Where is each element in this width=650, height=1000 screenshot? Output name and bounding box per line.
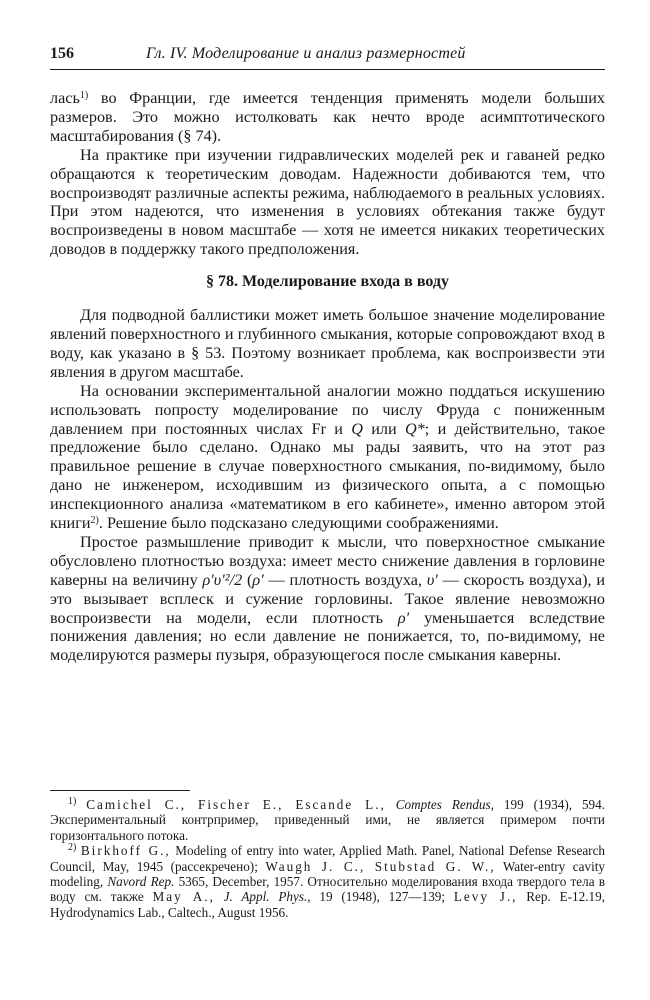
- body-text: [50, 89, 605, 665]
- footnotes: [50, 797, 605, 920]
- running-head: Гл. IV. Моделирование и анализ размерностей: [146, 45, 466, 62]
- footnote-rule: [50, 790, 190, 791]
- paragraph: На практике при изучении гидравлических моделей рек и гаваней редко обращаются к теоретическим доводам. Надежности добиваются тем, что воспроизводят различные аспекты режима, наблюдаемого в реальных условиях. При этом надеются, что изменения в условиях обтекания также будут воспроизведены в новом масштабе — хотя не имеется никаких теоретических доводов в поддержку такого предположения.: [50, 145, 605, 259]
- formula: ρ′: [397, 608, 410, 627]
- paragraph: На основании экспериментальной аналогии можно поддаться искушению использовать попросту моделирование по числу Фруда с пониженным давлением при постоянных числах Fr и Q или Q*; и действительно, такое предложение было сделано. Однако мы рады заявить, что на этот раз правильное решение в случае поверхностного смыкания, по-видимому, было дано не инженером, исходившим из физического опыта, а с помощью инспекционного анализа «математиком в его кабинете», именно автором этой книги$^{2)}$. Решение было подсказано следующими соображениями.: [50, 381, 606, 533]
- formula: Q*: [404, 419, 425, 438]
- paragraph: Для подводной баллистики может иметь большое значение моделирование явлений поверхностного и глубинного смыкания, которые сопровождают вход в воду, как указано в § 53. Поэтому возникает проблема, как воспроизвести эти явления в другом масштабе.: [50, 306, 605, 381]
- formula: ρ′υ′²/2: [202, 570, 243, 589]
- header-rule: [50, 69, 605, 70]
- footnote: $^{1)}$ Camichel C., Fischer E., Escande L., Comptes Rendus, 199 (1934), 594. Экспериментальный контрпример, приведенный ими, не является примером почти горизонтального потока.: [50, 796, 606, 843]
- footnote-ref: 1): [79, 90, 89, 101]
- section-heading: § 78. Моделирование входа в воду: [206, 273, 449, 291]
- formula: υ′: [426, 570, 438, 589]
- formula: Q: [351, 419, 363, 438]
- paragraph: лась$^{1)}$ во Франции, где имеется тенденция применять модели больших размеров. Это можно истолковать как нечто вроде асимптотического масштабирования (§ 74).: [50, 89, 605, 145]
- paragraph: Простое размышление приводит к мысли, что поверхностное смыкание обусловлено плотностью воздуха: имеет место снижение давления в горловине каверны на величину ρ′υ′²/2 (ρ′ — плотность воздуха, υ′ — скорость воздуха), и это вызывает всплеск и сужение горловины. Такое явление невозможно воспроизвести на модели, если плотность ρ′ уменьшается вследствие понижения давления; но если давление не понижается, то, по-видимому, не моделируются размеры пузыря, образующегося после смыкания каверны.: [50, 532, 606, 665]
- footnote-ref: 2): [90, 515, 99, 527]
- page-number: 156: [50, 45, 74, 62]
- formula: ρ′: [252, 570, 264, 589]
- footnote: $^{2)}$ Birkhoff G., Modeling of entry into water, Applied Math. Panel, National Defense Research Council, May, 1945 (рассекречено); Waugh J. C., Stubstad G. W., Water-entry cavity modeling, Navord Rep. 5365, December, 1957. Относительно моделирования входа твердого тела в воду см. также May A., J. Appl. Phys., 19 (1948), 127—139; Levy J., Rep. E-12.19, Hydrodynamics Lab., Caltech., August 1956.: [50, 842, 606, 920]
